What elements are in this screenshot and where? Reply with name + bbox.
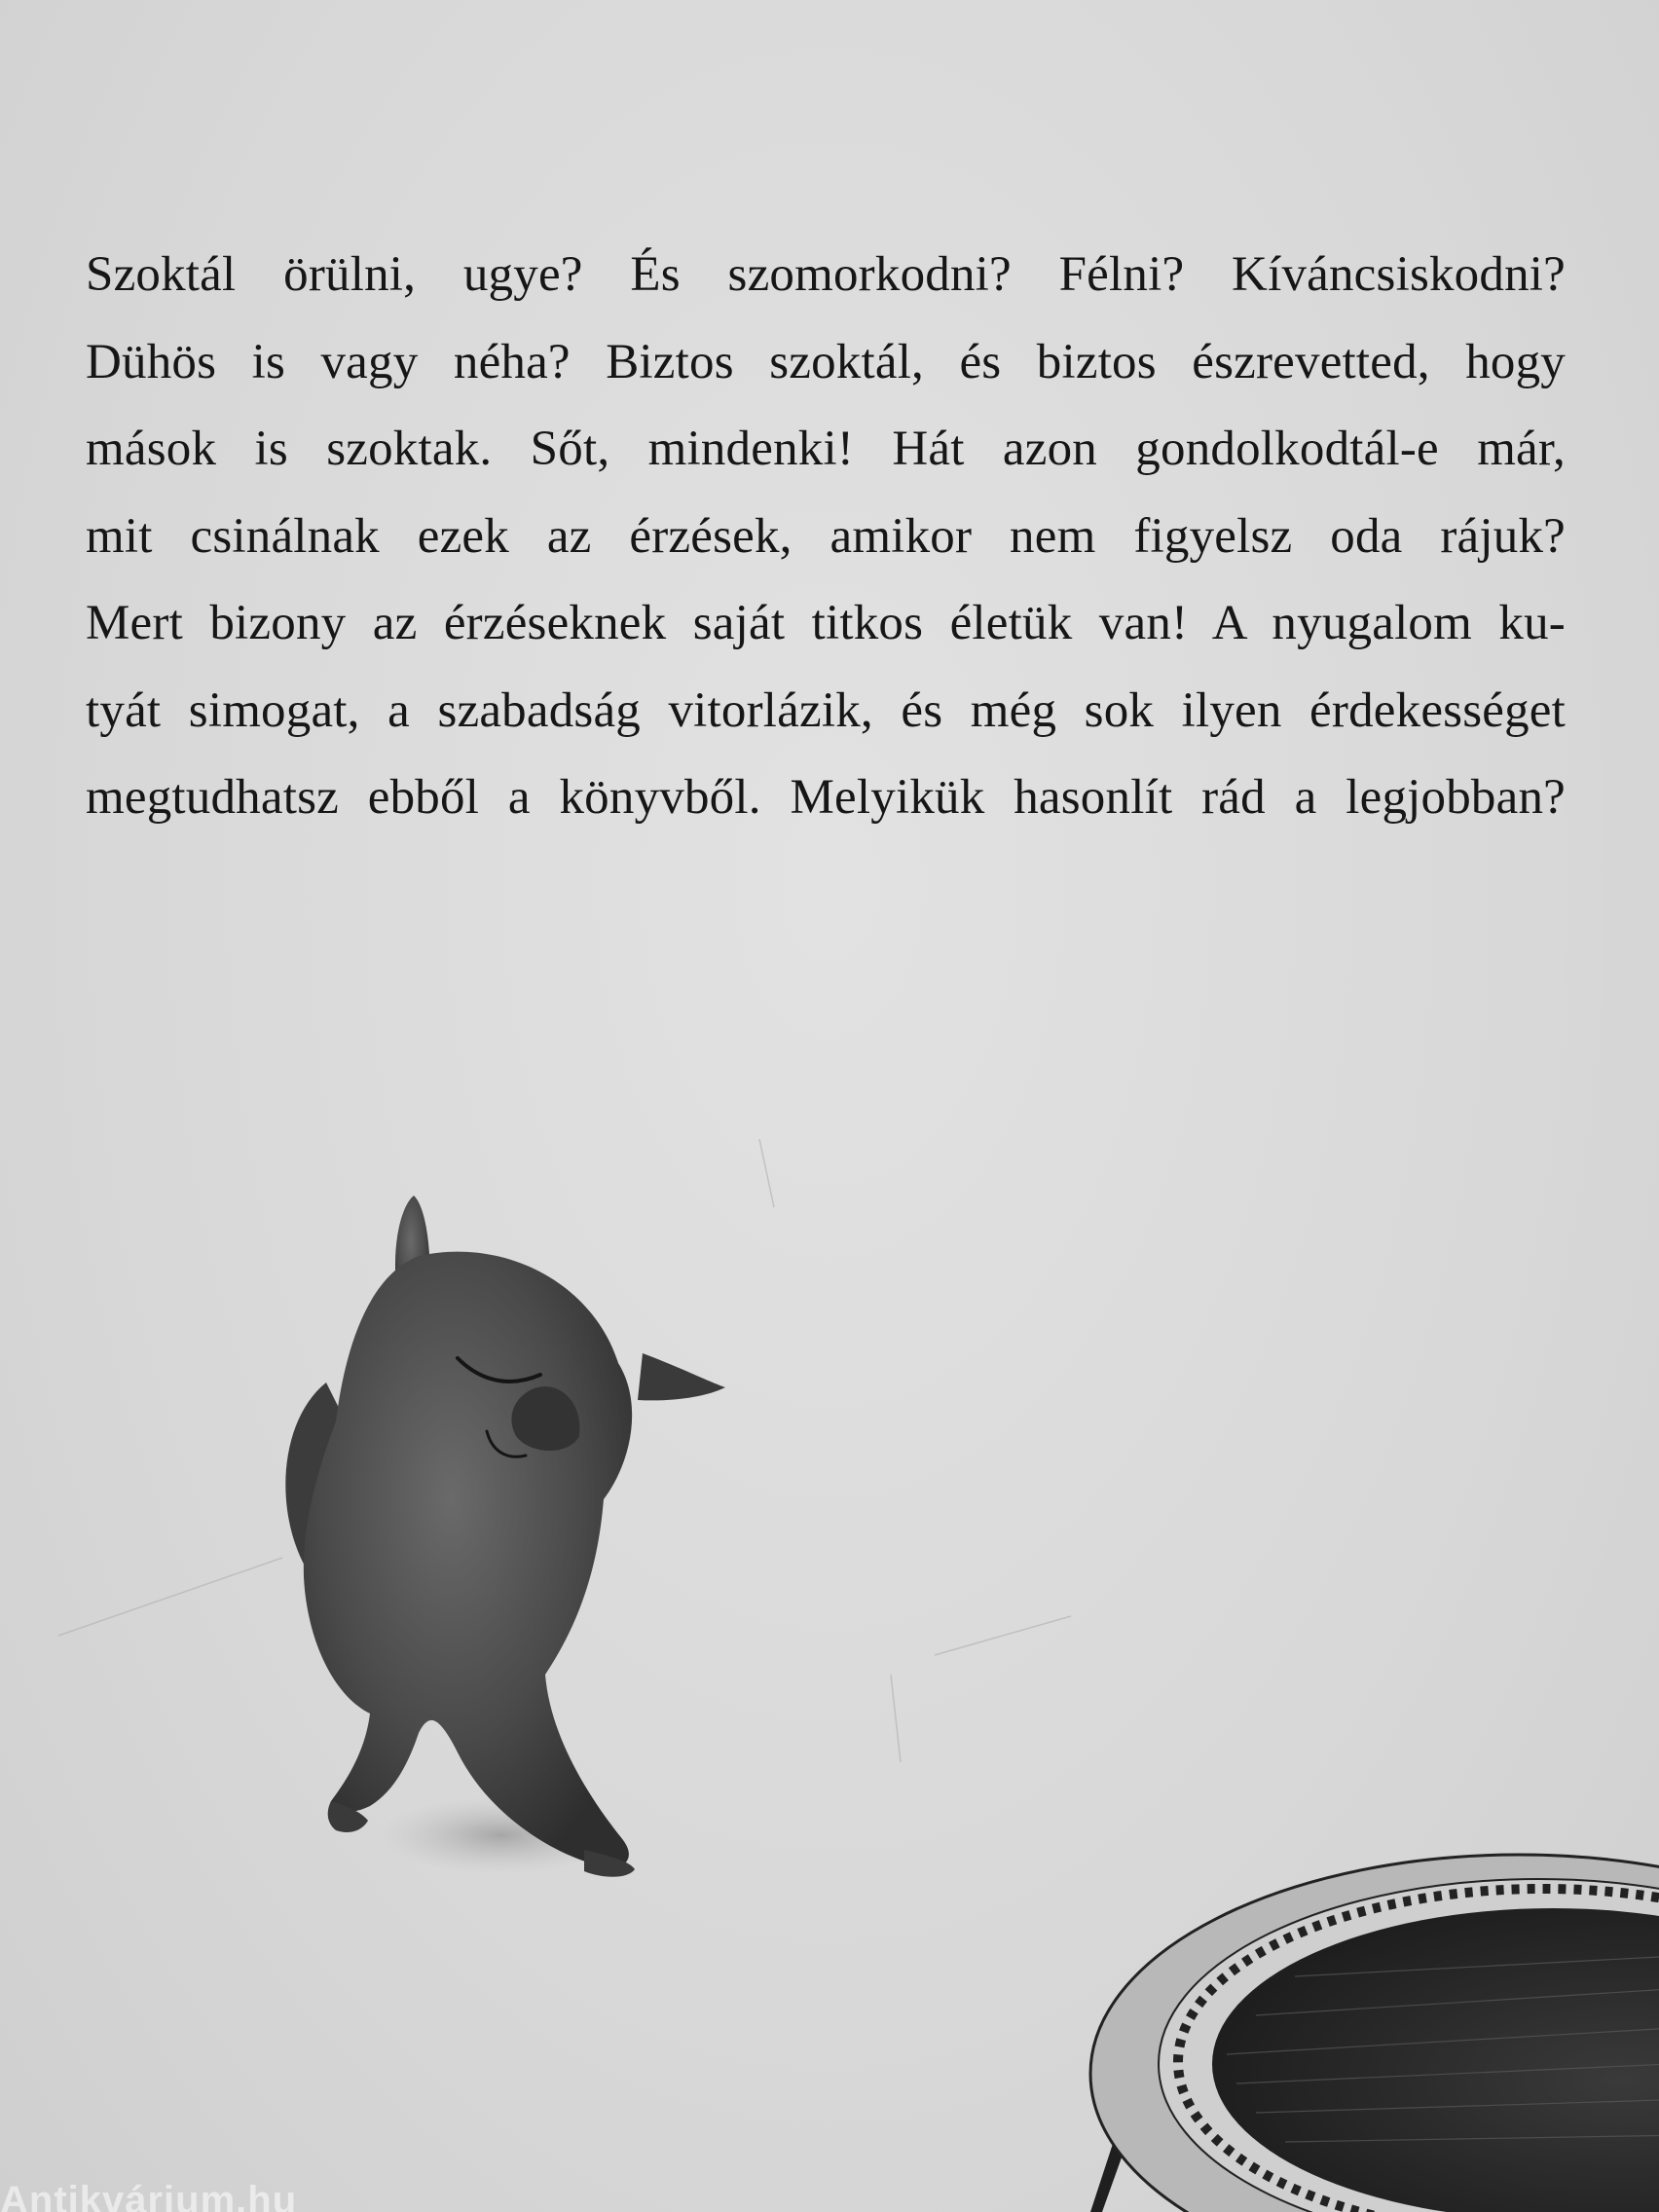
table-rim-inner: [1159, 1879, 1659, 2212]
creature-eye: [458, 1358, 540, 1382]
table-weave: [1227, 1947, 1659, 2142]
creature-horn: [395, 1196, 430, 1309]
creature-shadow: [380, 1796, 623, 1874]
text-line: megtudhatsz ebből a könyvből. Melyikük hasonlít rád a legjobban?: [86, 770, 1566, 825]
feeling-creature: [285, 1196, 725, 1877]
creature-body: [304, 1252, 632, 1868]
text-line: Mert bizony az érzéseknek saját titkos életük van! A nyugalom ku-: [86, 596, 1566, 650]
watermark-text: Antikvárium.hu: [0, 2179, 298, 2212]
creature-beak: [638, 1353, 725, 1400]
table-leg: [1090, 2093, 1141, 2212]
table-top: [1212, 1908, 1659, 2212]
creature-left-arm: [285, 1382, 350, 1577]
round-woven-table: [1090, 1855, 1659, 2212]
text-line: Dühös is vagy néha? Biztos szoktál, és biztos észrevetted, hogy: [86, 334, 1566, 389]
body-text: [86, 232, 1566, 842]
table-zigzag-band: [1178, 1889, 1659, 2212]
creature-nose: [511, 1386, 579, 1451]
creature-right-foot: [584, 1850, 635, 1877]
text-line: tyát simogat, a szabadság vitorlázik, és még sok ilyen érdekességet: [86, 682, 1566, 738]
text-line: mások is szoktak. Sőt, mindenki! Hát azon gondolkodtál-e már,: [86, 422, 1566, 476]
table-rim: [1090, 1855, 1659, 2212]
text-line: mit csinálnak ezek az érzések, amikor nem figyelsz oda rájuk?: [86, 508, 1566, 564]
creature-smile: [487, 1431, 526, 1456]
text-line: Szoktál örülni, ugye? És szomorkodni? Félni? Kíváncsiskodni?: [86, 247, 1566, 302]
paper-marks: [58, 1139, 1071, 1762]
table-leg: [1188, 2122, 1211, 2212]
creature-left-foot: [328, 1801, 368, 1832]
